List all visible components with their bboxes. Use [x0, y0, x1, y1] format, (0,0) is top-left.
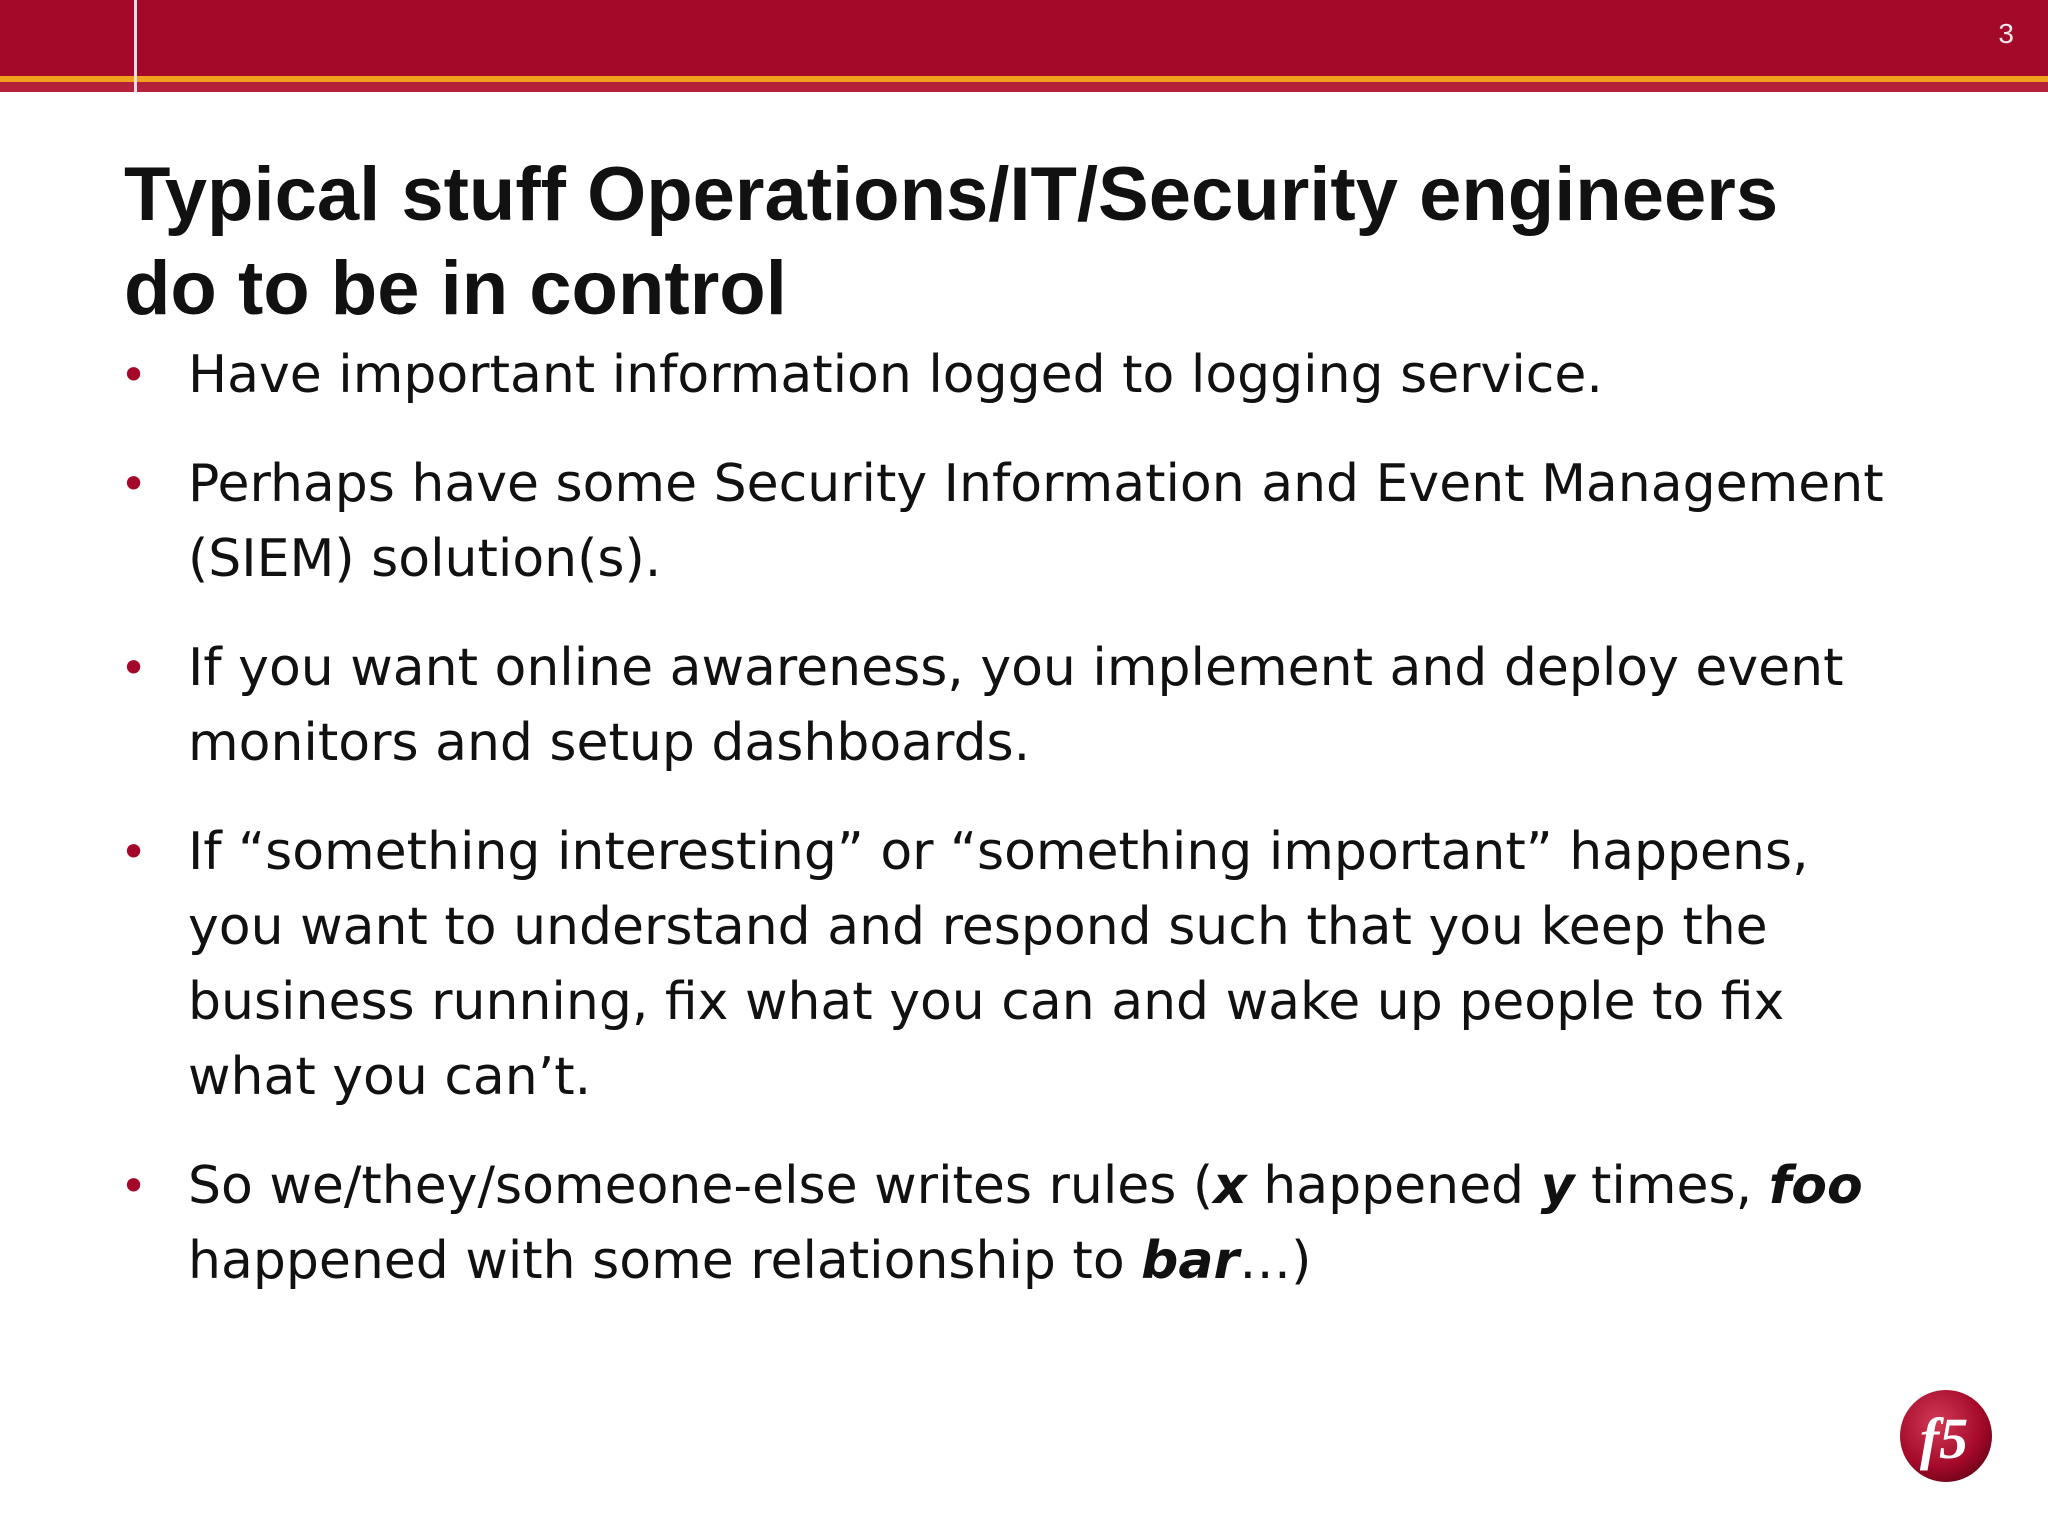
bullet-marker: •: [120, 641, 148, 695]
slide-title-line1: Typical stuff Operations/IT/Security engineers: [124, 152, 1779, 237]
bullet-item: [120, 338, 1920, 413]
bullet-text-part: …): [1239, 1231, 1312, 1291]
bullet-item: [120, 1149, 1920, 1299]
bullet-marker: •: [120, 1159, 148, 1213]
bullet-marker: •: [120, 348, 148, 402]
slide-title: [124, 148, 1924, 336]
bullet-text: If “something interesting” or “something important” happens, you want to understand and respond such that you keep the business running, fix what you can and wake up people to fix what you can’t.: [188, 822, 1809, 1107]
bullet-text: Have important information logged to logging service.: [188, 345, 1603, 405]
emphasis-bar: bar: [1141, 1231, 1240, 1291]
header-lower-band: [0, 82, 2048, 92]
bullet-item: [120, 815, 1920, 1115]
bullet-text-part: So we/they/someone-else writes rules (: [188, 1156, 1214, 1216]
emphasis-x: x: [1213, 1156, 1247, 1216]
emphasis-foo: foo: [1768, 1156, 1863, 1216]
slide-title-line2: do to be in control: [124, 246, 787, 331]
bullet-marker: •: [120, 825, 148, 879]
page-number: 3: [1998, 18, 2014, 49]
bullet-text: If you want online awareness, you implement and deploy event monitors and setup dashboards.: [188, 638, 1844, 773]
bullet-text: [188, 1156, 1863, 1291]
bullet-text: Perhaps have some Security Information and Event Management (SIEM) solution(s).: [188, 454, 1884, 589]
bullet-text-part: times,: [1574, 1156, 1769, 1216]
header-divider: [134, 0, 137, 92]
header-bar: [0, 0, 2048, 76]
bullet-list: [120, 338, 1920, 1333]
bullet-marker: •: [120, 457, 148, 511]
bullet-text-part: happened: [1246, 1156, 1541, 1216]
f5-logo: [1894, 1382, 2002, 1490]
bullet-item: [120, 631, 1920, 781]
f5-logo-text: f5: [1919, 1406, 1969, 1471]
bullet-text-part: happened with some relationship to: [188, 1231, 1142, 1291]
emphasis-y: y: [1540, 1156, 1575, 1216]
bullet-item: [120, 447, 1920, 597]
